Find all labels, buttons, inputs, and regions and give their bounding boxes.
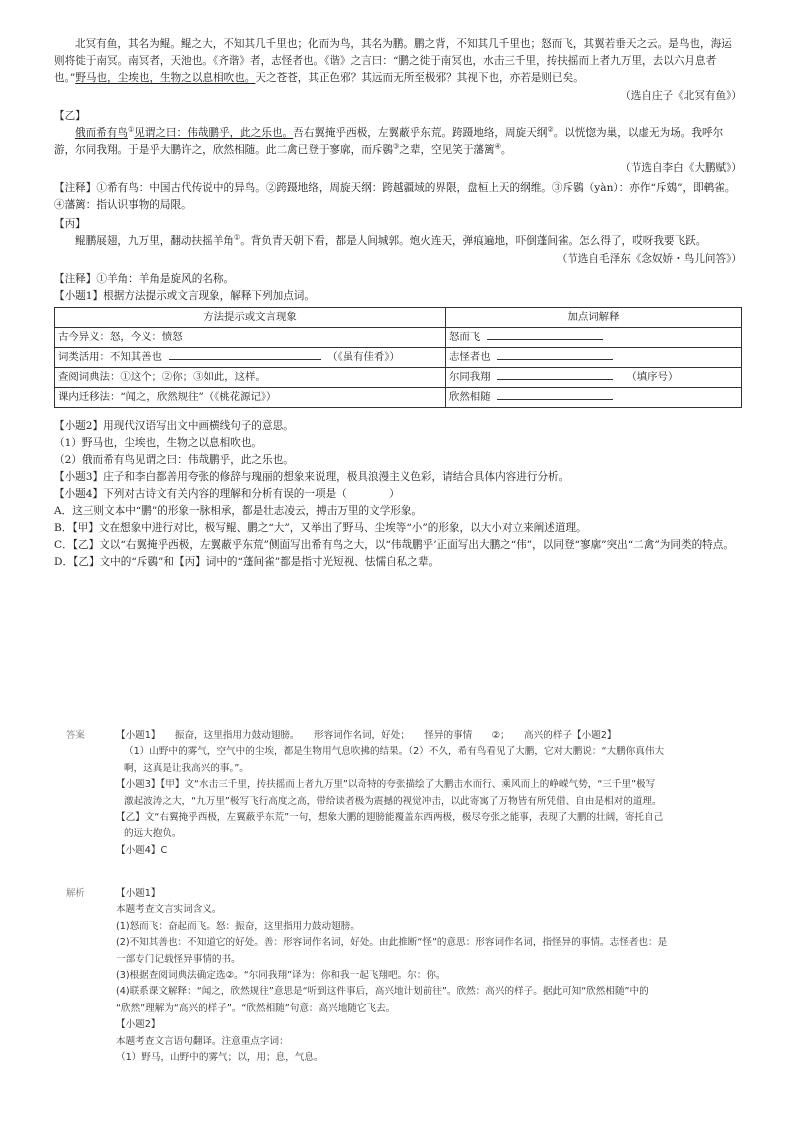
- answer-line: （1）山野中的雾气，空气中的尘埃，都是生物用气息吹拂的结果。（2）不久，希有鸟看见了大鹏，它对大鹏说：“大鹏你真伟大: [124, 746, 665, 758]
- question-4-prompt: 【小题4】下列对古诗文有关内容的理解和分析有误的一项是（ ）: [54, 488, 400, 500]
- question-2-item-1: （1）野马也，尘埃也，生物之以息相吹也。: [54, 437, 263, 449]
- note-marker-1: ①: [127, 125, 135, 134]
- analysis-line: (3)根据查阅词典法确定选②。“尔同我翔”译为：你和我一起飞翔吧。尔：你。: [116, 970, 446, 982]
- answer-blank[interactable]: [497, 349, 613, 360]
- answer-line: 激起波涛之大，“九万里”极写飞行高度之高，带给读者极为震撼的视觉冲击，以此寄寓了万物皆有所凭借、自由是相对的道理。: [124, 795, 662, 807]
- passage-jia-source: （选自庄子《北冥有鱼》）: [620, 90, 742, 102]
- analysis-line: 【小题2】: [116, 1019, 161, 1031]
- word-text: 欣然相随: [449, 391, 491, 403]
- analysis-line: 【小题1】: [116, 888, 161, 899]
- analysis-line: （1）野马，山野中的雾气；以，用；息，气息。: [116, 1052, 324, 1064]
- passage-bing-label: 【丙】: [54, 218, 86, 230]
- answer-blank[interactable]: [497, 389, 613, 400]
- passage-yi-underlined-a: 俄而希有鸟: [75, 127, 128, 139]
- analysis-body: [116, 886, 736, 1066]
- passage-yi-text-a: 吾右翼掩乎西极，左翼蔽乎东荒。跨蹑地络，周旋天纲: [293, 127, 548, 139]
- analysis-line: “欣然”理解为“高兴的样子”。“欣然相随”句意：高兴地随它飞去。: [116, 1002, 396, 1014]
- passage-jia: [54, 36, 742, 87]
- answer-hint: （填序号）: [626, 371, 679, 383]
- note-marker-4: ④: [494, 142, 501, 151]
- word-text: 尔同我翔: [449, 371, 491, 383]
- question-2-prompt: 【小题2】用现代汉语写出文中画横线句子的意思。: [54, 420, 294, 432]
- answer-line: 【乙】文“右翼掩乎西极，左翼蔽乎东荒”一句，想象大鹏的翅膀能覆盖东西两极，极尽夸张之能事，表现了大鹏的壮阔，寄托自己: [116, 812, 664, 824]
- answer-line: 啊，这真是让我高兴的事。”。: [124, 762, 249, 774]
- table-cell-method: [55, 348, 446, 368]
- table-cell-method: [55, 368, 446, 388]
- question-4-option-c: C．【乙】文以“右翼掩乎西极，左翼蔽乎东荒”侧面写出希有鸟之大，以“伟哉鹏乎’正面写出大鹏之“伟”，以同登“寥廓”突出“二禽”为同类的特点。: [54, 539, 734, 551]
- method-text: 词类活用：不知其善也: [58, 351, 162, 363]
- table-cell-method: [55, 388, 446, 408]
- answer-body: [116, 728, 736, 859]
- passage-bing: [54, 233, 742, 250]
- analysis-line: 一部专门记载怪异事情的书。: [116, 953, 241, 965]
- word-text: 志怪者也: [449, 351, 491, 363]
- method-text: 课内迁移法：“闻之，欣然规往”（《桃花源记》）: [58, 391, 277, 403]
- answer-line: 【小题1】 振奋，这里指用力鼓动翅膀。 形容词作名词，好处； 怪异的事情 ②； 高兴的样子【小题2】: [116, 730, 617, 741]
- table-row: [55, 328, 742, 348]
- table-cell-answer: [446, 388, 742, 408]
- question-3-prompt: 【小题3】庄子和李白都善用夸张的修辞与瑰丽的想象来说理，极具浪漫主义色彩，请结合具体内容进行分析。: [54, 471, 570, 483]
- table-header-explanation: 加点词解释: [446, 308, 742, 328]
- question-4-option-b: B．【甲】文在想象中进行对比，极写鲲、鹏之“大”，又举出了野马、尘埃等“小”的形象，以大小对立来阐述道理。: [54, 522, 587, 534]
- answer-line: 【小题4】C: [116, 844, 168, 856]
- passage-yi-text-c: 之辈，空见笑于藩篱: [399, 144, 495, 156]
- question-1-table: [54, 307, 742, 408]
- table-row: [55, 388, 742, 408]
- word-text: 怒而飞: [449, 331, 481, 343]
- passage-bing-text-a: 鲲鹏展翅，九万里，翻动扶摇羊角: [75, 235, 234, 247]
- passage-yi-label: 【乙】: [54, 110, 86, 122]
- answer-blank[interactable]: [497, 369, 613, 380]
- passage-bing-text-b: 。背负青天朝下看，都是人间城郭。炮火连天，弹痕遍地，吓倒蓬间雀。怎么得了，哎呀我要飞跃。: [240, 235, 707, 247]
- table-cell-answer: [446, 368, 742, 388]
- answer-tag: 答案: [66, 730, 85, 741]
- question-4-option-a: A．这三则文本中“鹏”的形象一脉相承，都是壮志凌云，搏击万里的文学形象。: [54, 505, 423, 517]
- passage-jia-underlined-sentence: 野马也，尘埃也，生物之以息相吹也。: [75, 72, 256, 84]
- analysis-section: [66, 886, 736, 1066]
- answer-blank[interactable]: [169, 349, 321, 360]
- analysis-tag: 解析: [66, 888, 85, 899]
- passage-yi: [54, 125, 742, 159]
- table-cell-method: [55, 328, 446, 348]
- note-marker-2: ②: [547, 125, 554, 134]
- passage-jia-text-pre: 北冥有鱼，其名为鲲。鲲之大，不知其几千里也；化而为鸟，其名为鹏。鹏之背，不知其几千里也；怒而飞，其翼若垂天之云。是鸟也，海运则将徙于南冥。南冥者，天池也。《齐谐》者，志怪者也。《谐》之言曰：“鹏之徙于南冥也，水击三千里，抟扶摇而上者九万里，去以六月息者也。”: [54, 38, 732, 84]
- analysis-line: (4)联系课文解释：“闻之，欣然规往”意思是“听到这件事后，高兴地计划前往”。欣然：高兴的样子。据此可知“欣然相随”中的: [116, 986, 649, 998]
- question-2-item-2: （2）俄而希有鸟见谓之曰：伟哉鹏乎，此之乐也。: [54, 454, 294, 466]
- note-marker-bing-1: ①: [233, 233, 241, 242]
- table-row: [55, 368, 742, 388]
- answer-line: 的远大抱负。: [124, 828, 182, 840]
- table-cell-answer: [446, 328, 742, 348]
- table-header-row: [55, 308, 742, 328]
- table-header-method: 方法提示或文言现象: [55, 308, 446, 328]
- passage-yi-underlined-b: 见谓之曰：伟哉鹏乎，此之乐也。: [134, 127, 294, 139]
- note-marker-3: ③: [393, 142, 400, 151]
- method-text: 古今异义：怒，今义：愤怒: [58, 331, 183, 343]
- passage-bing-source: （节选自毛泽东《念奴娇・鸟儿问答》）: [556, 253, 742, 265]
- answer-blank[interactable]: [487, 329, 603, 340]
- answer-section: [66, 728, 736, 859]
- question-page: [54, 36, 742, 571]
- passage-yi-annotation: 【注释】①希有鸟：中国古代传说中的异鸟。②跨蹑地络，周旋天纲：跨越疆域的界限，盘桓上天的纲维。③斥鷃（yàn）：亦作“斥鴳”，即鹌雀。④藩篱：指认识事物的局限。: [54, 182, 736, 211]
- analysis-line: (1)怒而飞：奋起而飞。怒：振奋，这里指用力鼓动翅膀。: [116, 920, 360, 932]
- table-cell-answer: [446, 348, 742, 368]
- passage-yi-text-d: 。: [500, 144, 512, 156]
- table-row: [55, 348, 742, 368]
- question-4-option-d: D．【乙】文中的“斥鷃”和【丙】词中的“蓬间雀”都是指寸光短视、怯懦自私之辈。: [54, 556, 440, 568]
- passage-yi-text-b: 。以恍惚为巢，以虚无为场。我呼尔游，尔同我翔。于是乎大鹏许之，欣然相随。此二禽已登于寥廓，而斥鷃: [54, 127, 724, 156]
- passage-jia-text-post: 天之苍苍，其正色邪？其远而无所至极邪？其视下也，亦若是则已矣。: [255, 72, 584, 84]
- passage-yi-source: （节选自李白《大鹏赋》）: [620, 162, 742, 174]
- answer-line: 【小题3】【甲】文“水击三千里，抟扶摇而上者九万里”以奇特的夸张描绘了大鹏击水而行、乘风而上的峥嵘气势，“三千里”极写: [116, 779, 656, 791]
- analysis-line: 本题考查文言实词含义。: [116, 904, 222, 916]
- question-1-prompt: 【小题1】根据方法提示或文言现象，解释下列加点词。: [54, 290, 315, 302]
- method-source: （《虽有佳肴》）: [327, 351, 400, 363]
- passage-bing-annotation: 【注释】①羊角：羊角是旋风的名称。: [54, 273, 235, 285]
- analysis-line: (2)不知其善也：不知道它的好处。善：形容词作名词，好处。由此推断“怪”的意思：形容词作名词，指怪异的事情。志怪者也：是: [116, 937, 668, 949]
- analysis-line: 本题考查文言语句翻译。注意重点字词：: [116, 1035, 289, 1047]
- method-text: 查阅词典法：①这个；②你；③如此，这样。: [58, 371, 266, 383]
